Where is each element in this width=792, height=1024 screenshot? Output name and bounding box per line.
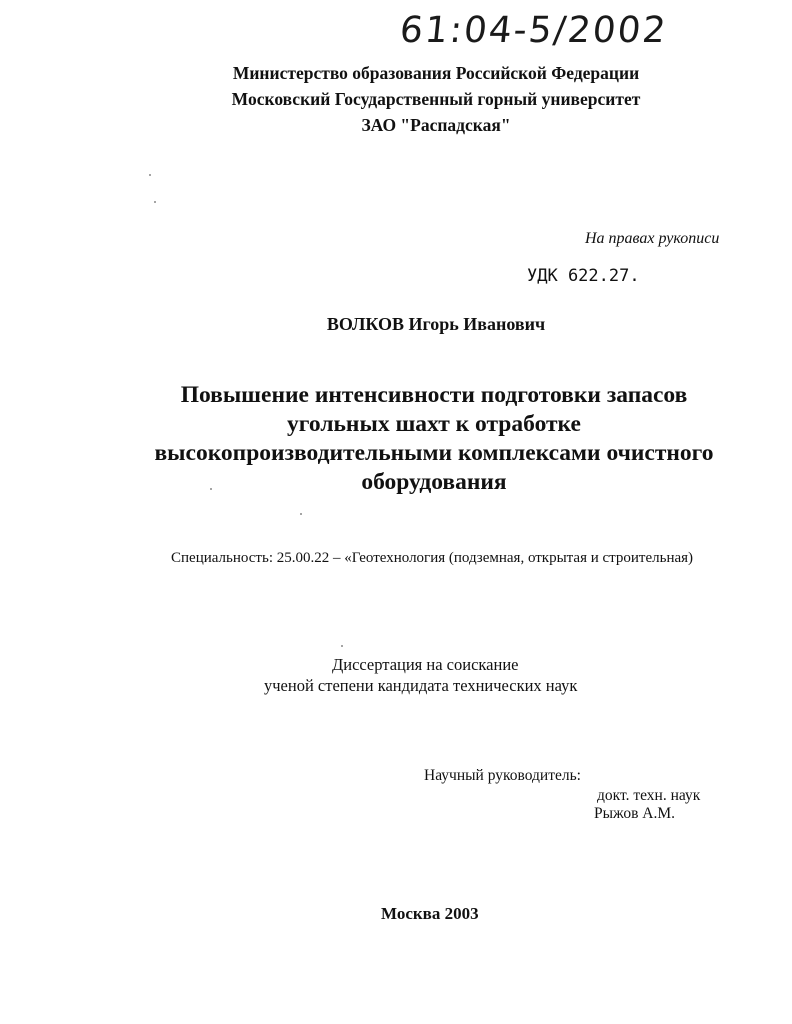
advisor-degree: докт. техн. наук [597, 787, 701, 804]
company-heading: ЗАО "Распадская" [361, 115, 511, 135]
thesis-title-line: оборудования [361, 469, 507, 495]
city-year-footer: Москва 2003 [381, 904, 479, 923]
dissertation-degree-line: ученой степени кандидата технических наук [264, 676, 578, 695]
specialty-line: Специальность: 25.00.22 – «Геотехнология (подземная, открытая и строительная) [171, 550, 694, 566]
advisor-name: Рыжов А.М. [594, 805, 676, 822]
thesis-title-line: Повышение интенсивности подготовки запасов [180, 382, 688, 408]
udk-code: УДК 622.27. [527, 266, 640, 286]
university-heading: Московский Государственный горный университет [231, 89, 641, 109]
thesis-title-line: высокопроизводительными комплексами очистного [154, 440, 714, 466]
ministry-heading: Министерство образования Российской Федерации [232, 63, 640, 83]
advisor-label: Научный руководитель: [424, 767, 581, 784]
author-name: ВОЛКОВ Игорь Иванович [326, 314, 546, 334]
scan-speck [300, 513, 302, 515]
manuscript-rights-note: На правах рукописи [585, 230, 720, 247]
scan-speck [154, 201, 156, 203]
scan-speck [149, 174, 151, 176]
handwritten-archive-code: 61:04-5/2002 [397, 10, 670, 51]
dissertation-type-line: Диссертация на соискание [332, 655, 519, 674]
thesis-title-line: угольных шахт к отработке [287, 411, 581, 437]
scan-speck [210, 488, 212, 490]
scan-speck [341, 645, 343, 647]
